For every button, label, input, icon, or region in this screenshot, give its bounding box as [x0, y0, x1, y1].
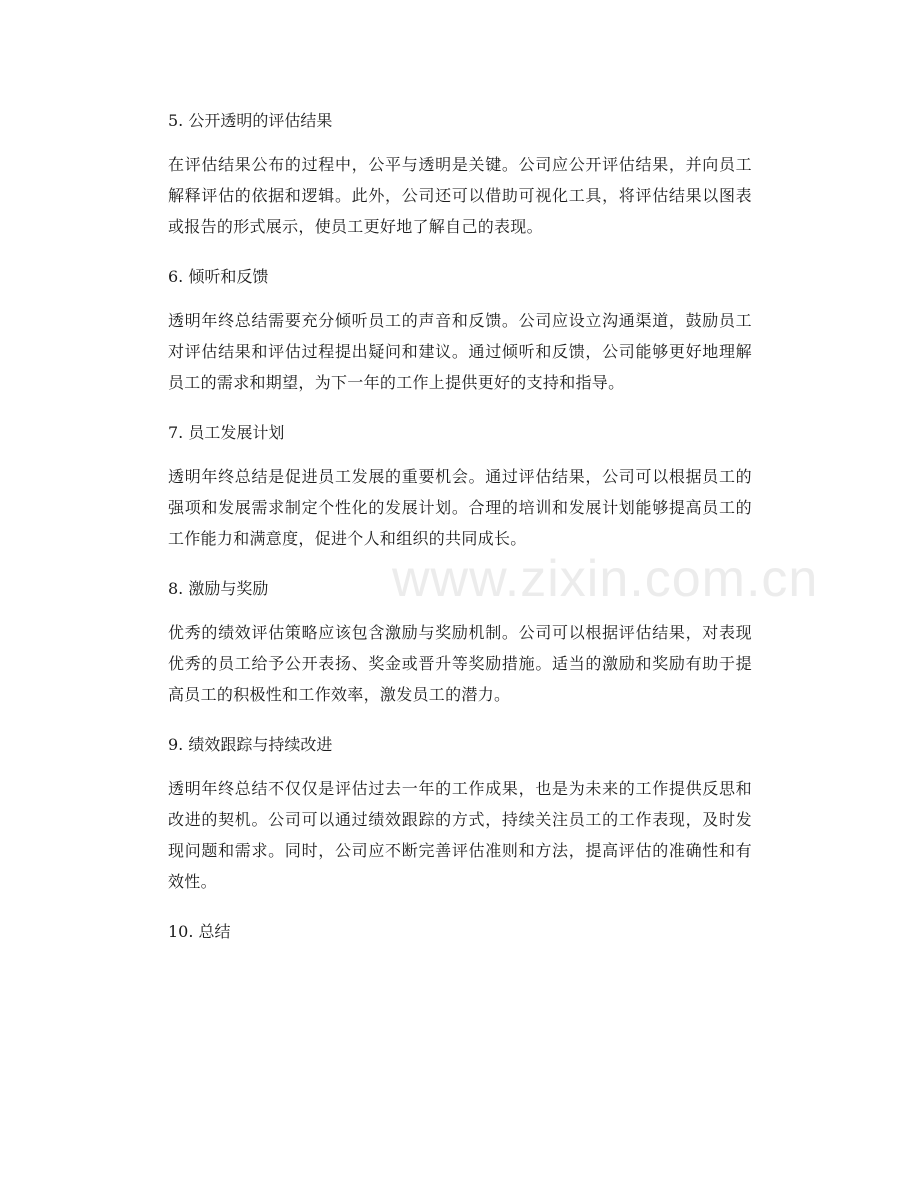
section-heading-6: 6. 倾听和反馈: [168, 267, 269, 286]
section-body-7: 透明年终总结是促进员工发展的重要机会。通过评估结果，公司可以根据员工的强项和发展需求制定个性化的发展计划。合理的培训和发展计划能够提高员工的工作能力和满意度，促进个人和组织的共同成长。: [168, 467, 752, 548]
section-body-8: 优秀的绩效评估策略应该包含激励与奖励机制。公司可以根据评估结果，对表现优秀的员工给予公开表扬、奖金或晋升等奖励措施。适当的激励和奖励有助于提高员工的积极性和工作效率，激发员工的潜力。: [168, 623, 752, 704]
section-heading-8: 8. 激励与奖励: [168, 579, 269, 598]
section-heading-9: 9. 绩效跟踪与持续改进: [168, 735, 333, 754]
section-heading-10: 10. 总结: [168, 922, 231, 941]
section-body-6: 透明年终总结需要充分倾听员工的声音和反馈。公司应设立沟通渠道，鼓励员工对评估结果和评估过程提出疑问和建议。通过倾听和反馈，公司能够更好地理解员工的需求和期望，为下一年的工作上提供更好的支持和指导。: [168, 311, 752, 392]
section-heading-5: 5. 公开透明的评估结果: [168, 111, 333, 130]
section-body-5: 在评估结果公布的过程中，公平与透明是关键。公司应公开评估结果，并向员工解释评估的依据和逻辑。此外，公司还可以借助可视化工具，将评估结果以图表或报告的形式展示，使员工更好地了解自己的表现。: [168, 155, 752, 236]
section-heading-7: 7. 员工发展计划: [168, 423, 285, 442]
document-content: [168, 104, 752, 949]
section-body-9: 透明年终总结不仅仅是评估过去一年的工作成果，也是为未来的工作提供反思和改进的契机。公司可以通过绩效跟踪的方式，持续关注员工的工作表现，及时发现问题和需求。同时，公司应不断完善评估准则和方法，提高评估的准确性和有效性。: [168, 779, 752, 891]
watermark: www.zixin.com.cn: [392, 550, 819, 608]
